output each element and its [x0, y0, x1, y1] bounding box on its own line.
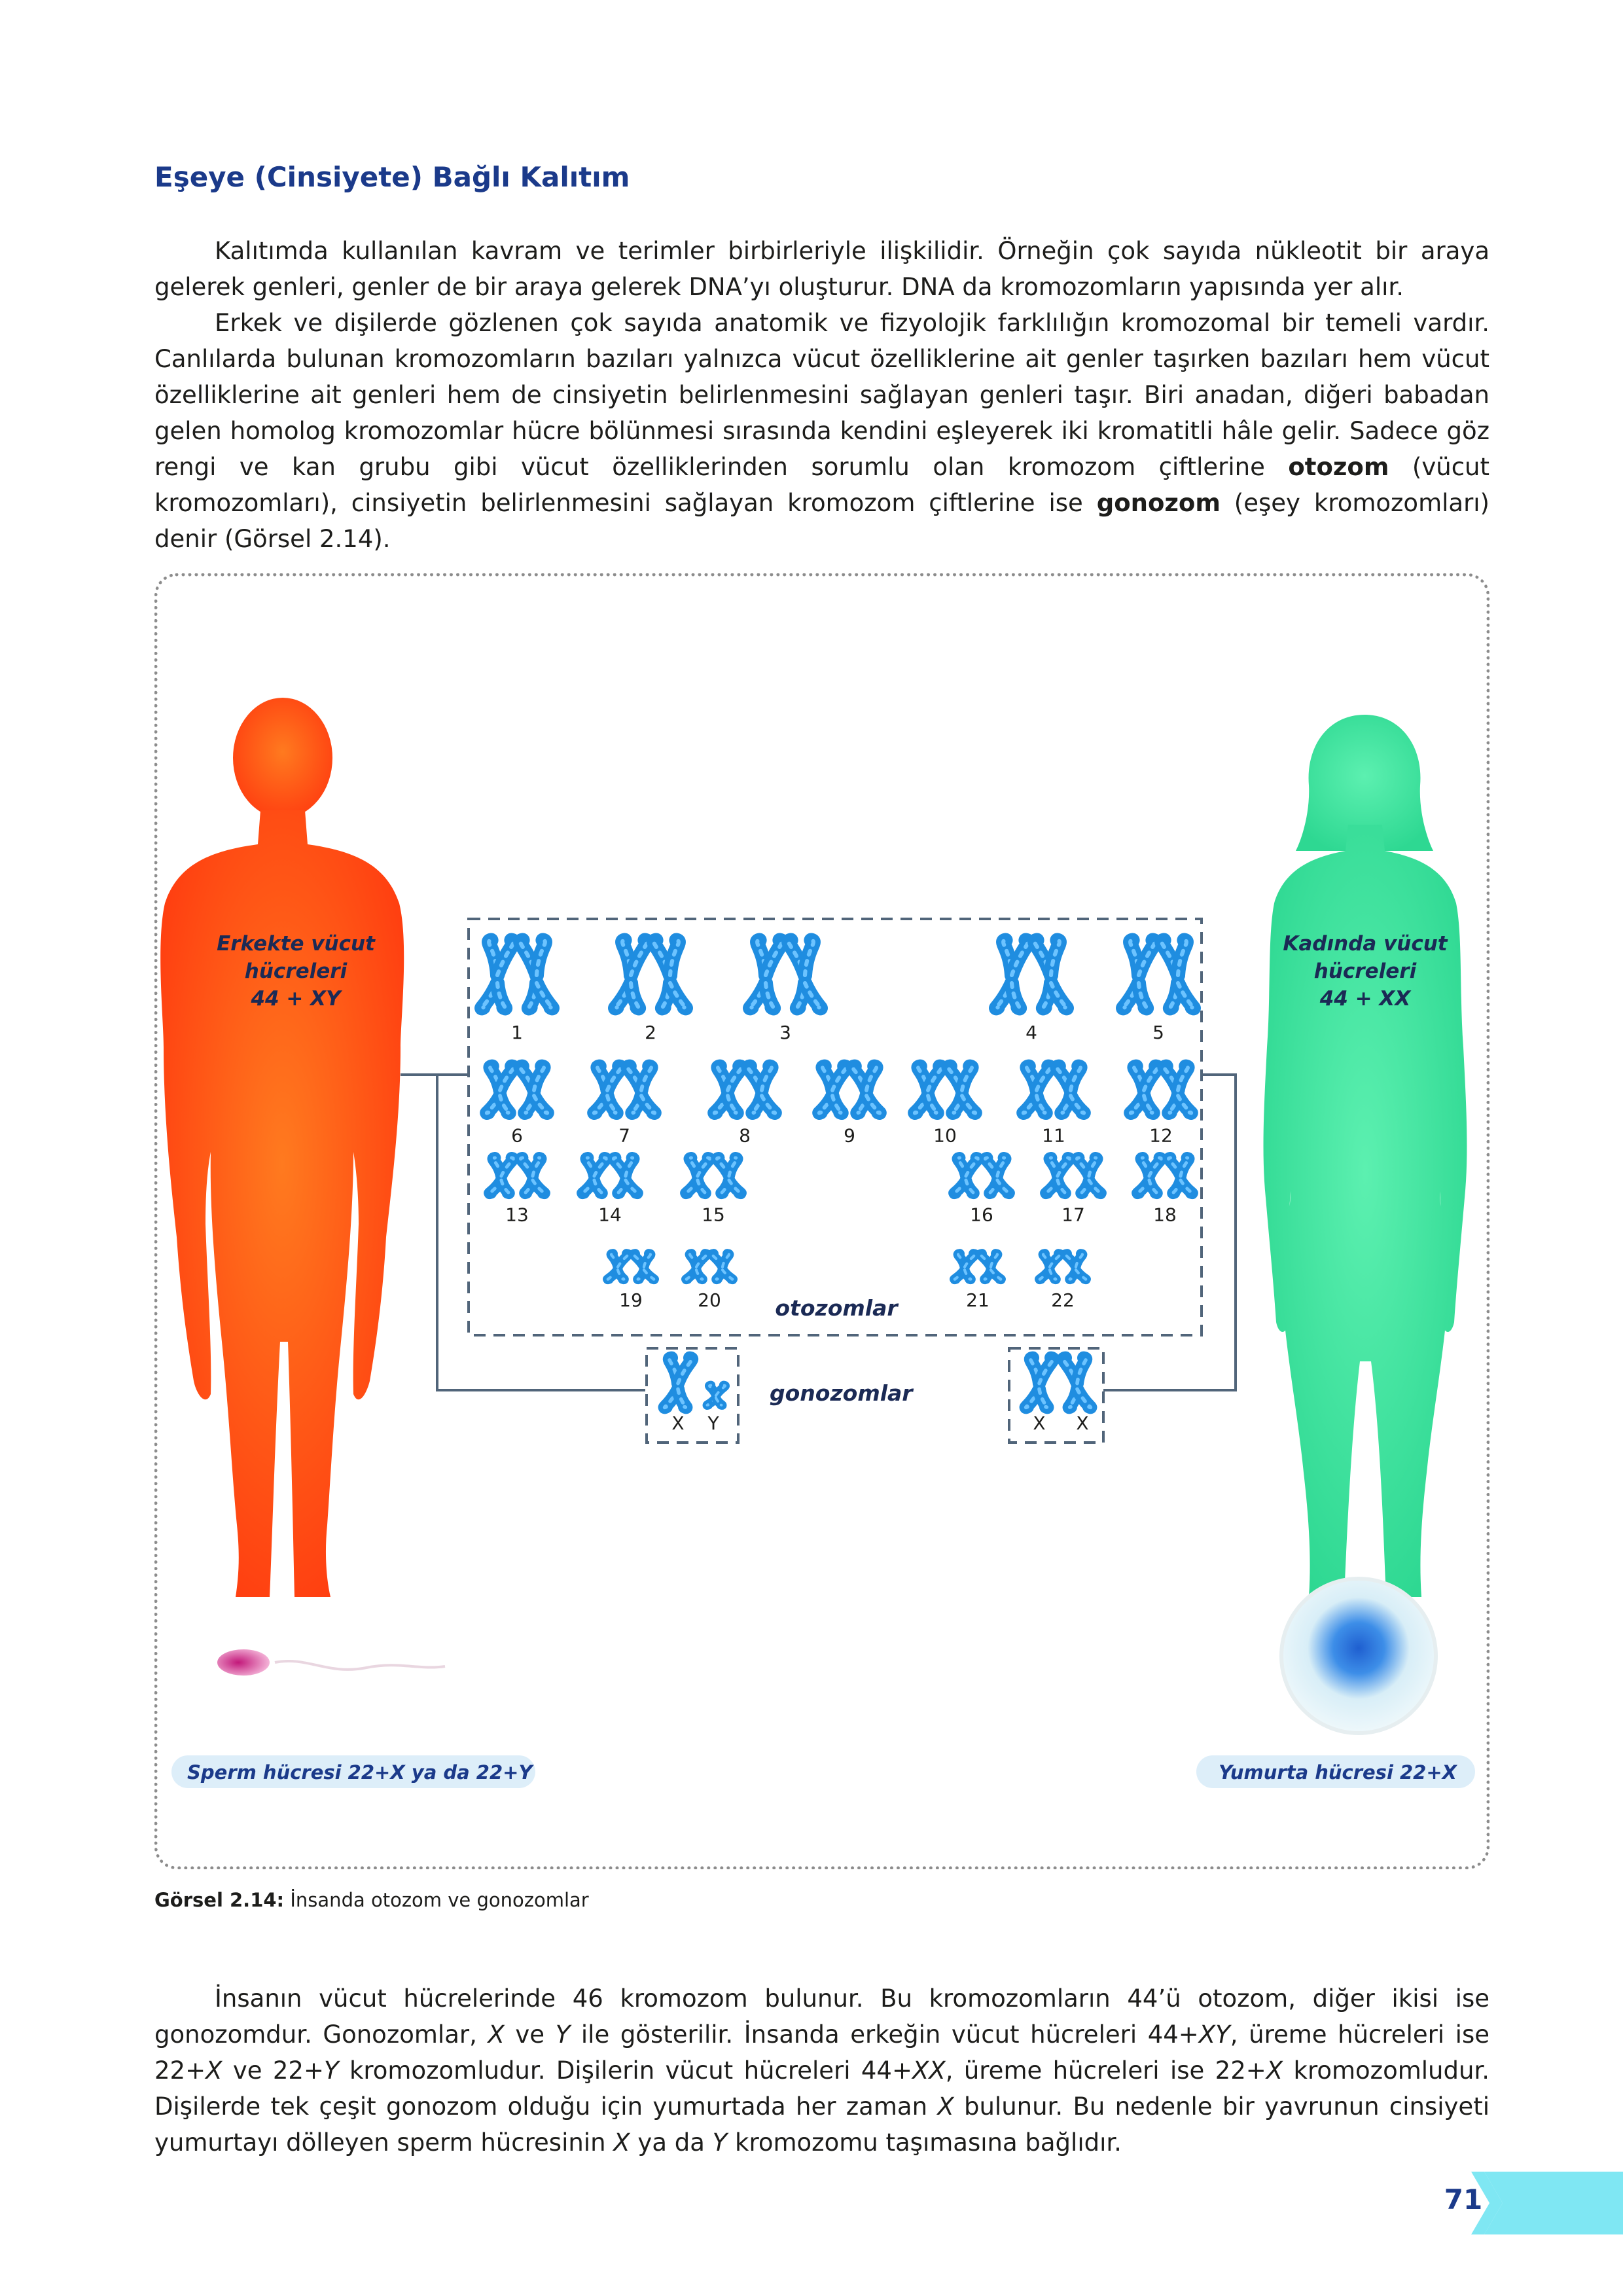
svg-text:Sperm hücresi 22+X ya da 22+Y: Sperm hücresi 22+X ya da 22+Y: [187, 1761, 533, 1784]
autosome-11-b: [1057, 1066, 1084, 1113]
autosome-number: 9: [844, 1124, 855, 1147]
autosome-6-b: [520, 1066, 547, 1113]
section-heading: Eşeye (Cinsiyete) Bağlı Kalıtım: [154, 161, 630, 193]
autosome-number: 3: [779, 1021, 791, 1043]
closing-paragraph: [154, 1981, 1489, 2161]
svg-text:44 + XY: 44 + XY: [251, 987, 341, 1011]
svg-text:Yumurta hücresi 22+X: Yumurta hücresi 22+X: [1219, 1761, 1457, 1784]
page-number: 71: [1444, 2183, 1483, 2215]
autosome-8-a: [715, 1066, 741, 1113]
autosome-21-a: [955, 1254, 975, 1280]
autosome-1-b: [520, 940, 552, 1008]
autosome-17-b: [1077, 1158, 1101, 1193]
autosome-15-a: [686, 1158, 709, 1193]
female-gonosome-label-x-a: X: [1033, 1412, 1046, 1434]
autosome-11-a: [1024, 1066, 1050, 1113]
autosome-number: 1: [511, 1021, 523, 1043]
svg-text:Kadında vücut: Kadında vücut: [1283, 932, 1448, 956]
autosome-number: 4: [1026, 1021, 1037, 1043]
autosome-13-b: [521, 1158, 544, 1193]
autosome-number: 22: [1051, 1289, 1075, 1311]
autosome-13-a: [490, 1158, 513, 1193]
autosome-18-b: [1169, 1158, 1192, 1193]
svg-text:Erkekte vücut: Erkekte vücut: [217, 932, 375, 956]
autosome-5-a: [1123, 940, 1155, 1008]
autosome-number: 5: [1152, 1021, 1164, 1043]
autosome-number: 20: [698, 1289, 721, 1311]
autosome-4-a: [996, 940, 1028, 1008]
autosome-7-a: [594, 1066, 621, 1113]
autosome-5-b: [1162, 940, 1194, 1008]
figure-caption: Görsel 2.14: İnsanda otozom ve gonozomlar: [154, 1889, 589, 1911]
autosome-7-b: [628, 1066, 654, 1113]
chromosome-layer: [482, 940, 1194, 1434]
autosome-17-a: [1046, 1158, 1069, 1193]
autosome-label: otozomlar: [775, 1295, 898, 1321]
female-gonosome-x-b: [1063, 1358, 1090, 1408]
autosome-9-b: [853, 1066, 880, 1113]
male-gonosome-label-y: Y: [707, 1412, 719, 1434]
autosome-8-b: [748, 1066, 775, 1113]
autosome-number: 15: [702, 1204, 725, 1226]
autosome-20-a: [687, 1254, 707, 1280]
autosome-number: 14: [598, 1204, 622, 1226]
autosome-3-a: [750, 940, 782, 1008]
autosome-2-b: [654, 940, 686, 1008]
autosome-19-a: [608, 1254, 628, 1280]
paragraph: Erkek ve dişilerde gözlenen çok sayıda anatomik ve fizyolojik farklılığın kromozomal bir temeli vardır. Canlılarda bulunan kromozomların bazıları yalnızca vücut özelliklerine ait genler taşırken bazıları hem vücut özelliklerine ait genleri hem de cinsiyetin belirlenmesini sağlayan genleri taşır. Biri anadan, diğeri babadan gelen homolog kromozomlar hücre bölünmesi sırasında kendini eşleyerek iki kromatitli hâle gelir. Sadece göz rengi ve kan grubu gibi vücut özelliklerinden sorumlu olan kromozom çiftlerine otozom (vücut kromozomları), cinsiyetin belirlenmesini sağlayan kromozom çiftlerine ise gonozom (eşey kromozomları) denir (Görsel 2.14).: [154, 309, 1489, 553]
female-gonosome-label-x-b: X: [1076, 1412, 1089, 1434]
autosome-14-b: [614, 1158, 637, 1193]
autosome-16-b: [986, 1158, 1009, 1193]
autosome-number: 8: [739, 1124, 751, 1147]
autosome-number: 7: [618, 1124, 630, 1147]
autosome-number: 16: [970, 1204, 993, 1226]
male-silhouette: [160, 698, 404, 1597]
autosome-number: 13: [505, 1204, 529, 1226]
autosome-1-a: [482, 940, 514, 1008]
autosome-number: 6: [511, 1124, 523, 1147]
connector-lines: [401, 1075, 1236, 1390]
autosome-10-a: [915, 1066, 942, 1113]
autosome-12-a: [1131, 1066, 1158, 1113]
paragraph: Kalıtımda kullanılan kavram ve terimler birbirleriyle ilişkilidir. Örneğin çok sayıda nükleotit bir araya gelerek genleri, genler de bir araya gelerek DNA’yı oluşturur. DNA da kromozomların yapısında yer alır.: [154, 237, 1489, 301]
autosome-3-b: [789, 940, 821, 1008]
autosome-22-b: [1065, 1254, 1086, 1280]
autosome-number: 19: [619, 1289, 643, 1311]
autosome-18-a: [1137, 1158, 1161, 1193]
autosome-22-a: [1040, 1254, 1060, 1280]
autosome-number: 18: [1153, 1204, 1177, 1226]
autosome-15-b: [717, 1158, 741, 1193]
svg-text:hücreleri: hücreleri: [1313, 960, 1417, 983]
autosome-21-b: [980, 1254, 1001, 1280]
svg-text:hücreleri: hücreleri: [244, 960, 348, 983]
autosome-4-b: [1035, 940, 1067, 1008]
egg-cell-illustration: [1281, 1579, 1436, 1733]
autosome-16-a: [954, 1158, 978, 1193]
autosome-20-b: [712, 1254, 732, 1280]
autosome-12-b: [1164, 1066, 1191, 1113]
male-gonosome-label-x: X: [671, 1412, 685, 1434]
gonosome-label: gonozomlar: [770, 1380, 913, 1406]
autosome-9-a: [819, 1066, 846, 1113]
autosome-19-b: [633, 1254, 654, 1280]
svg-text:44 + XX: 44 + XX: [1319, 987, 1411, 1011]
autosome-number: 12: [1149, 1124, 1173, 1147]
egg-pill: [1196, 1755, 1475, 1788]
autosome-14-a: [582, 1158, 606, 1193]
male-gonosome-x: [665, 1358, 692, 1408]
female-silhouette: [1263, 715, 1467, 1597]
autosome-box: [469, 919, 1202, 1335]
sperm-cell-illustration: [217, 1649, 445, 1676]
autosome-number: 21: [966, 1289, 990, 1311]
female-gonosome-x-a: [1026, 1358, 1053, 1408]
autosome-number: 11: [1042, 1124, 1065, 1147]
autosome-number: 2: [645, 1021, 656, 1043]
male-gonosome-y: [707, 1386, 725, 1405]
sperm-pill: [171, 1755, 535, 1788]
autosome-10-b: [948, 1066, 975, 1113]
paragraph: İnsanın vücut hücrelerinde 46 kromozom bulunur. Bu kromozomların 44’ü otozom, diğer ikisi ise gonozomdur. Gonozomlar, X ve Y ile gösterilir. İnsanda erkeğin vücut hücreleri 44+XY, üreme hücreleri ise 22+X ve 22+Y kromozomludur. Dişilerin vücut hücreleri 44+XX, üreme hücreleri ise 22+X kromozomludur. Dişilerde tek çeşit gonozom olduğu için yumurtada her zaman X bulunur. Bu nedenle bir yavrunun cinsiyeti yumurtayı dölleyen sperm hücresinin X ya da Y kromozomu taşımasına bağlıdır.: [154, 1984, 1489, 2157]
autosome-number: 17: [1061, 1204, 1085, 1226]
autosome-number: 10: [933, 1124, 957, 1147]
autosome-2-a: [615, 940, 647, 1008]
autosome-6-a: [487, 1066, 514, 1113]
